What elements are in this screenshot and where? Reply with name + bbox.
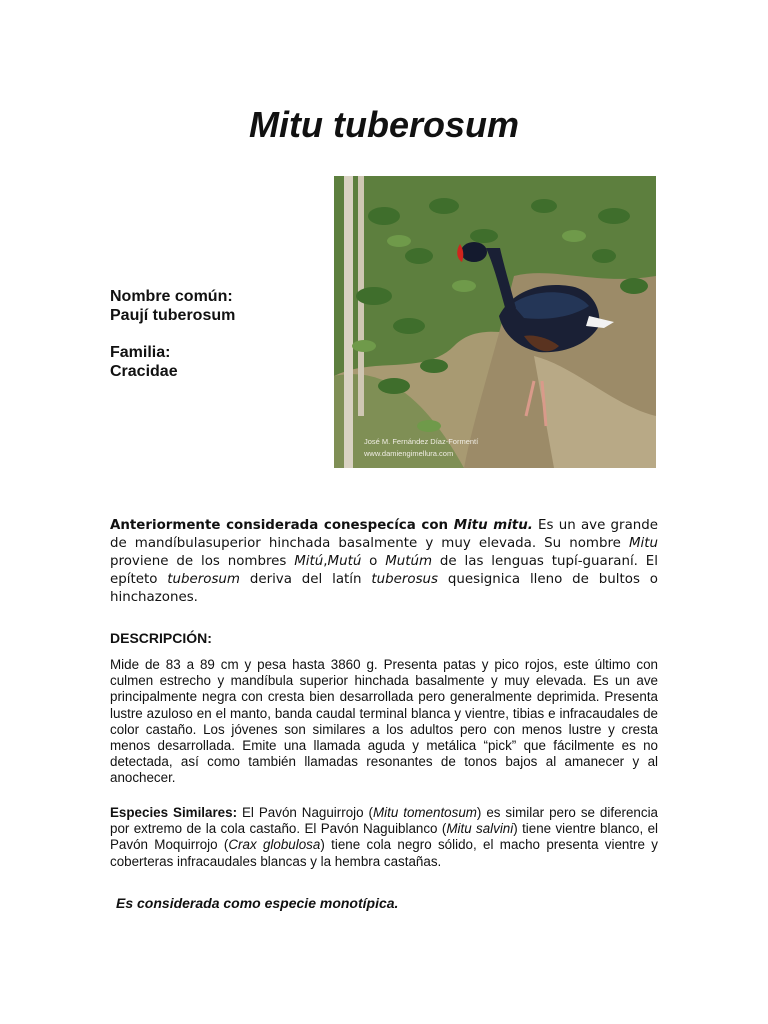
similar-text: ) tiene cola negro sólido, el macho presenta vientre y coberteras infracaudales blancas y la hembra castañas. — [110, 837, 658, 869]
similar-species-paragraph — [110, 805, 658, 870]
intro-text: deriva del latín — [239, 572, 372, 587]
species-mitu-tomentosum: Mitu tomentosum — [372, 805, 477, 820]
description-paragraph: Mide de 83 a 89 cm y pesa hasta 3860 g. Presenta patas y pico rojos, este último con culmen estrecho y mandíbula superior hinchada basalmente y muy elevada. Es un ave principalmente negra con cresta bien desarrollada pero generalmente deprimida. Presenta lustre azuloso en el manto, banda caudal terminal blanca y vientre, tibias e infracaudales de color castaño. Los jóvenes son similares a los adultos pero con menos lustre y cresta menos desarrollada. Emite una llamada aguda y metálica “pick” que fácilmente es no detectada, así como también llamadas resonantes de tonos bajos al amanecer y al anochecer. — [110, 657, 658, 786]
intro-name-mutum: Mutúm — [385, 554, 433, 569]
intro-text: proviene de los nombres — [110, 554, 295, 569]
intro-text: quesignica lleno de bultos o hinchazones. — [110, 572, 658, 605]
intro-text: de las lenguas tupí-guaraní. El epíteto — [110, 554, 658, 587]
intro-name-mitu: Mitú — [294, 554, 324, 569]
intro-genus-name: Mitu — [628, 536, 658, 551]
monotypic-note: Es considerada como especie monotípica. — [116, 895, 399, 911]
description-heading: DESCRIPCIÓN: — [110, 630, 212, 646]
common-name-label: Nombre común: — [110, 288, 233, 305]
intro-text: Es un ave grande de mandíbulasuperior hinchada basalmente y muy elevada. Su nombre — [110, 518, 658, 551]
page-title: Mitu tuberosum — [249, 104, 519, 145]
intro-text-bold: Anteriormente considerada conespecíca con — [110, 518, 454, 533]
intro-paragraph — [110, 517, 658, 607]
similar-text: El Pavón Naguirrojo ( — [237, 805, 373, 820]
bird-photo — [334, 176, 656, 468]
species-crax-globulosa: Crax globulosa — [228, 837, 321, 853]
intro-text: o — [361, 554, 386, 569]
family-value: Cracidae — [110, 363, 178, 380]
intro-epithet: tuberosum — [167, 572, 240, 587]
similar-species-label: Especies Similares: — [110, 805, 238, 820]
photo-watermark-line2: www.damiengimellura.com — [364, 449, 454, 458]
intro-name-mutu: Mutú — [327, 554, 362, 569]
intro-species-name: Mitu mitu. — [453, 518, 533, 533]
similar-text: ) tiene vientre blanco, el Pavón Moquirrojo ( — [110, 821, 659, 853]
species-mitu-salvini: Mitu salvini — [446, 821, 514, 837]
family-label: Familia: — [110, 344, 171, 361]
common-name-value: Paují tuberosum — [110, 307, 236, 324]
similar-text: ) es similar pero se diferencia por extremo de la cola castaño. El Pavón Naguiblanco ( — [110, 805, 658, 837]
photo-watermark-line1: José M. Fernández Díaz-Formentí — [364, 437, 479, 446]
intro-latin-word: tuberosus — [371, 572, 439, 587]
intro-text: , — [323, 554, 328, 569]
